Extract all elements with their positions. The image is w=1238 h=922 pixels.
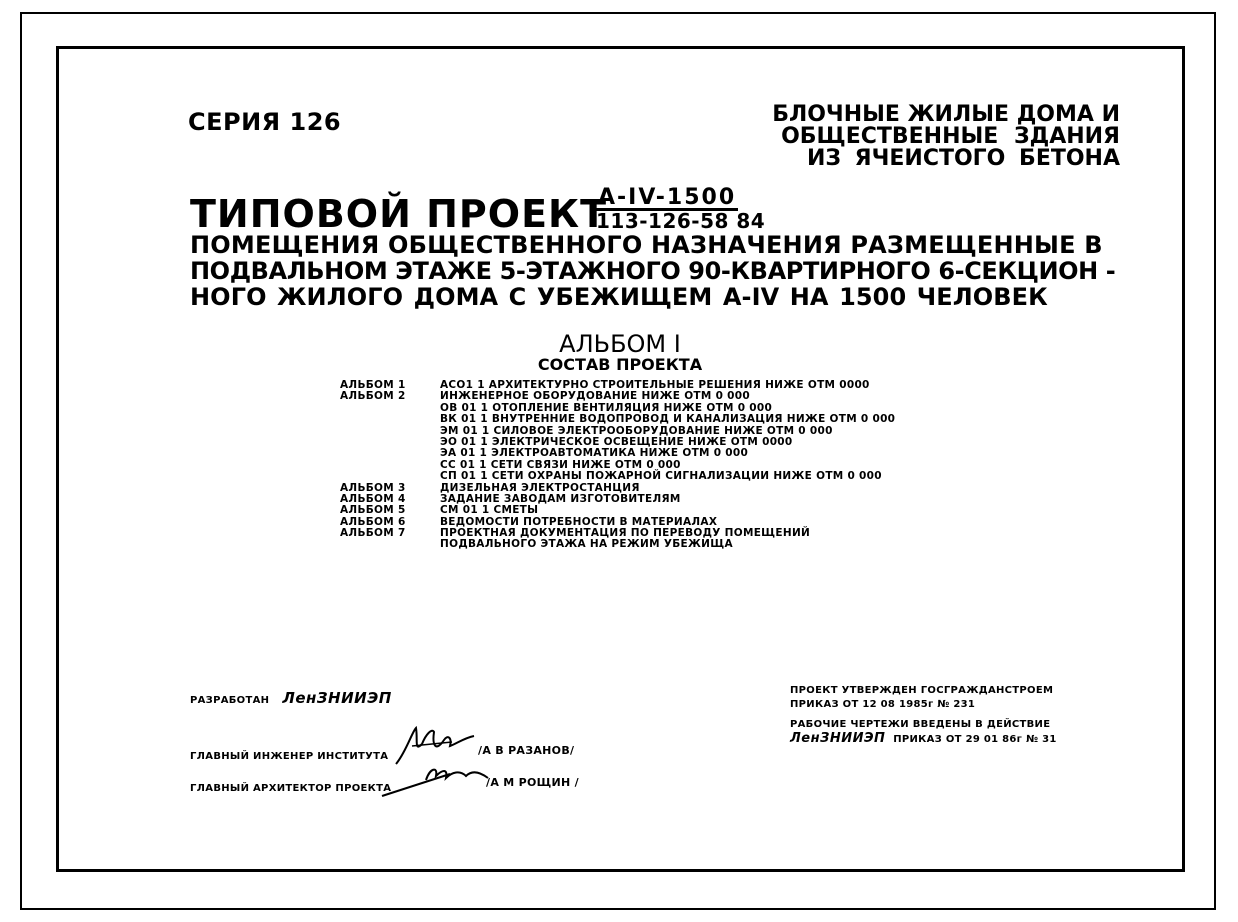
album-label: АЛЬБОМ 7 <box>340 527 406 540</box>
developed-org: ЛенЗНИИЭП <box>282 689 392 707</box>
developed-label: РАЗРАБОТАН <box>190 695 270 706</box>
album-label: АЛЬБОМ 3 <box>340 481 406 494</box>
description-line-1: ПОМЕЩЕНИЯ ОБЩЕСТВЕННОГО НАЗНАЧЕНИЯ РАЗМЕЩЕННЫЕ В <box>190 231 1103 259</box>
project-description <box>190 232 1115 310</box>
working-org: ЛенЗНИИЭП <box>790 731 886 746</box>
album-content: ДИЗЕЛЬНАЯ ЭЛЕКТРОСТАНЦИЯ <box>440 481 640 494</box>
album-label <box>340 403 440 414</box>
list-item <box>340 494 895 505</box>
working-order: ПРИКАЗ ОТ 29 01 86г № 31 <box>893 734 1057 745</box>
album-label <box>340 460 440 471</box>
project-code-denominator: 113-126-58 84 <box>596 209 766 233</box>
album-label <box>340 437 440 448</box>
album-label <box>340 471 440 482</box>
series-title-line-1: БЛОЧНЫЕ ЖИЛЫЕ ДОМА И <box>772 102 1120 127</box>
album-content: ВЕДОМОСТИ ПОТРЕБНОСТИ В МАТЕРИАЛАХ <box>440 515 718 528</box>
album-content: ПРОЕКТНАЯ ДОКУМЕНТАЦИЯ ПО ПЕРЕВОДУ ПОМЕЩЕНИЙ <box>440 527 811 540</box>
album-label: АЛЬБОМ 4 <box>340 492 406 505</box>
album-content: ЗАДАНИЕ ЗАВОДАМ ИЗГОТОВИТЕЛЯМ <box>440 492 681 505</box>
chief-architect-line <box>190 776 391 795</box>
developed-by <box>190 688 392 707</box>
album-content: ЭМ 01 1 СИЛОВОЕ ЭЛЕКТРООБОРУДОВАНИЕ НИЖЕ ОТМ 0 000 <box>440 424 833 437</box>
album-title: АЛЬБОМ I <box>559 330 681 358</box>
approved-line-2: ПРИКАЗ ОТ 12 08 1985г № 231 <box>790 699 976 710</box>
approval-block <box>790 684 1057 747</box>
working-line-2 <box>790 732 1057 747</box>
series-title-line-3: ИЗ ЯЧЕИСТОГО БЕТОНА <box>806 146 1120 171</box>
album-label: АЛЬБОМ 5 <box>340 504 406 517</box>
album-label: АЛЬБОМ 2 <box>340 390 406 403</box>
album-label <box>340 414 440 425</box>
list-item <box>340 505 895 516</box>
album-content: АСО1 1 АРХИТЕКТУРНО СТРОИТЕЛЬНЫЕ РЕШЕНИЯ НИЖЕ ОТМ 0000 <box>440 379 870 391</box>
album-label <box>340 539 440 550</box>
series-label: СЕРИЯ 126 <box>188 108 342 136</box>
album-content: ЭО 01 1 ЭЛЕКТРИЧЕСКОЕ ОСВЕЩЕНИЕ НИЖЕ ОТМ 0000 <box>440 435 793 448</box>
project-label: ТИПОВОЙ ПРОЕКТ <box>190 192 608 236</box>
album-label <box>340 426 440 437</box>
album-heading <box>538 332 702 374</box>
project-code <box>596 185 766 233</box>
working-line-1: РАБОЧИЕ ЧЕРТЕЖИ ВВЕДЕНЫ В ДЕЙСТВИЕ <box>790 719 1051 730</box>
list-item <box>340 414 895 425</box>
list-item <box>340 539 895 550</box>
list-item <box>340 471 895 482</box>
chief-engineer-name: /А В РАЗАНОВ/ <box>478 744 575 757</box>
description-line-2: ПОДВАЛЬНОМ ЭТАЖЕ 5-ЭТАЖНОГО 90-КВАРТИРНОГО 6-СЕКЦИОН - <box>190 257 1116 285</box>
chief-engineer-line <box>190 744 388 763</box>
album-content: СС 01 1 СЕТИ СВЯЗИ НИЖЕ ОТМ 0 000 <box>440 458 681 471</box>
composition-list <box>340 380 895 551</box>
approved-line-1: ПРОЕКТ УТВЕРЖДЕН ГОСГРАЖДАНСТРОЕМ <box>790 685 1054 696</box>
album-content: СП 01 1 СЕТИ ОХРАНЫ ПОЖАРНОЙ СИГНАЛИЗАЦИИ НИЖЕ ОТМ 0 000 <box>440 470 882 483</box>
chief-architect-label: ГЛАВНЫЙ АРХИТЕКТОР ПРОЕКТА <box>190 783 392 794</box>
album-content: ЭА 01 1 ЭЛЕКТРОАВТОМАТИКА НИЖЕ ОТМ 0 000 <box>440 447 749 460</box>
chief-architect-signature-icon <box>380 760 490 800</box>
composition-title: СОСТАВ ПРОЕКТА <box>537 355 703 374</box>
album-content: ОВ 01 1 ОТОПЛЕНИЕ ВЕНТИЛЯЦИЯ НИЖЕ ОТМ 0 000 <box>440 401 773 414</box>
album-label <box>340 448 440 459</box>
album-content: СМ 01 1 СМЕТЫ <box>440 504 539 517</box>
album-label: АЛЬБОМ 6 <box>340 515 406 528</box>
description-line-3: НОГО ЖИЛОГО ДОМА С УБЕЖИЩЕМ А-IV НА 1500 ЧЕЛОВЕК <box>190 283 1048 311</box>
series-title-line-2: ОБЩЕСТВЕННЫЕ ЗДАНИЯ <box>781 124 1120 149</box>
series-title <box>772 104 1120 170</box>
chief-architect-name: /А М РОЩИН / <box>486 776 579 789</box>
chief-engineer-label: ГЛАВНЫЙ ИНЖЕНЕР ИНСТИТУТА <box>190 751 389 762</box>
album-content: ИНЖЕНЕРНОЕ ОБОРУДОВАНИЕ НИЖЕ ОТМ 0 000 <box>440 390 750 403</box>
album-content: ВК 01 1 ВНУТРЕННИЕ ВОДОПРОВОД И КАНАЛИЗАЦИЯ НИЖЕ ОТМ 0 000 <box>440 413 896 426</box>
album-content: ПОДВАЛЬНОГО ЭТАЖА НА РЕЖИМ УБЕЖИЩА <box>440 538 733 551</box>
project-code-numerator: А-IV-1500 <box>598 185 737 210</box>
album-label: АЛЬБОМ 1 <box>340 379 406 391</box>
